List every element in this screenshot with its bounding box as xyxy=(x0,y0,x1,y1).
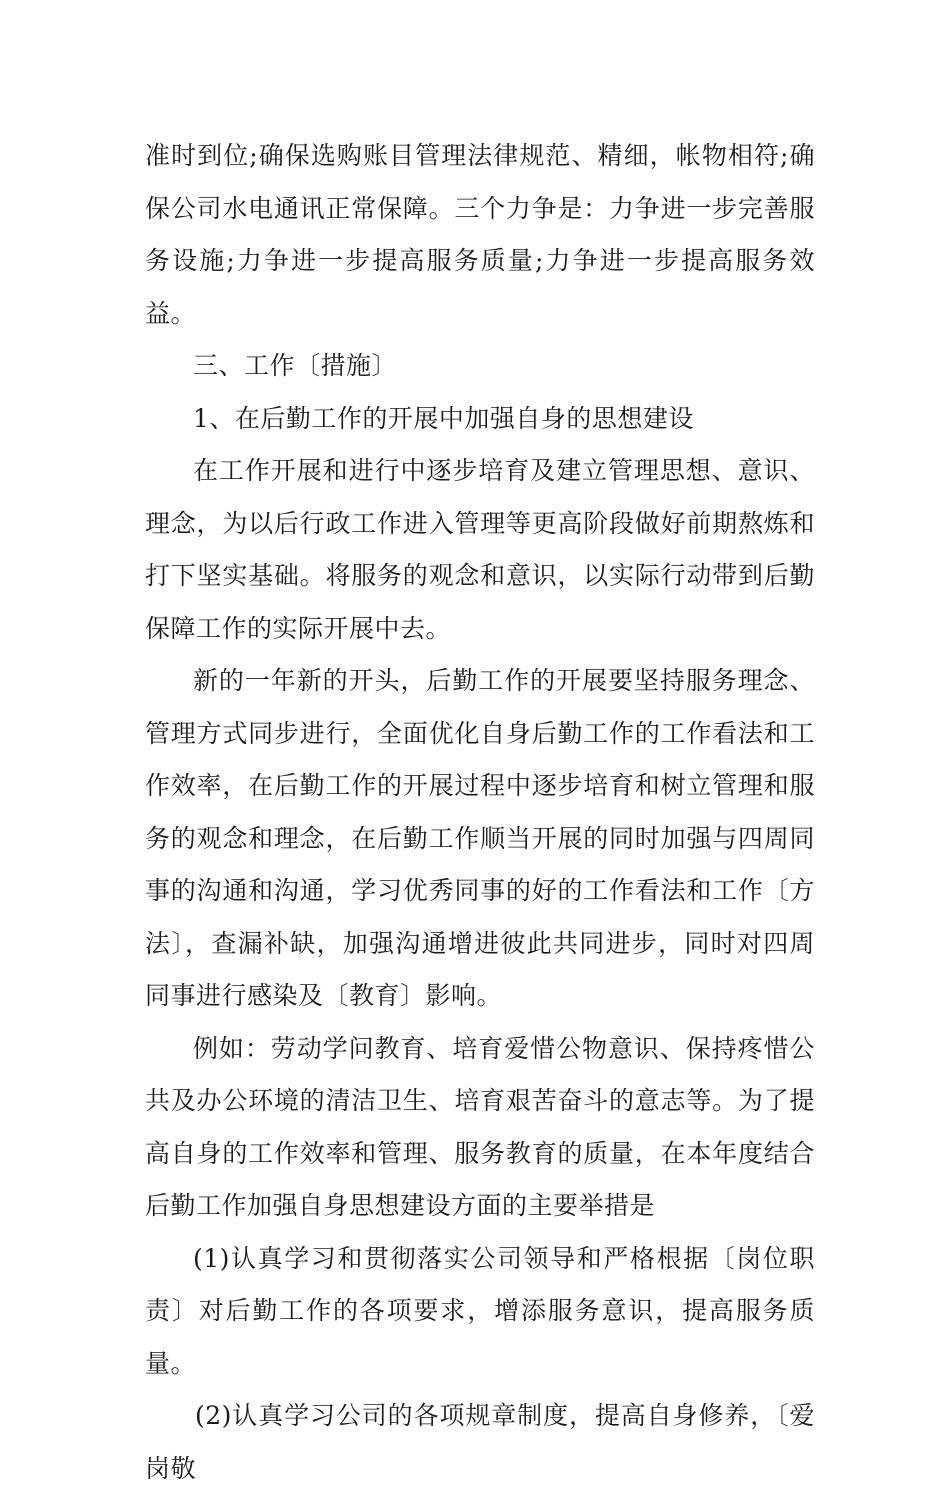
paragraph-examples: 例如：劳动学问教育、培育爱惜公物意识、保持疼惜公共及办公环境的清洁卫生、培育艰苦奋斗的意志等。为了提高自身的工作效率和管理、服务教育的质量，在本年度结合后勤工作加强自身思想建设方面的主要举措是 xyxy=(145,1033,815,1220)
section-heading-measures: 三、工作〔措施〕 xyxy=(193,351,398,380)
document-body xyxy=(145,130,815,1495)
paragraph-new-year: 新的一年新的开头，后勤工作的开展要坚持服务理念、管理方式同步进行，全面优化自身后勤工作的工作看法和工作效率，在后勤工作的开展过程中逐步培育和树立管理和服务的观念和理念，在后勤工作顺当开展的同时加强与四周同事的沟通和沟通，学习优秀同事的好的工作看法和工作〔方法〕，查漏补缺，加强沟通增进彼此共同进步，同时对四周同事进行感染及〔教育〕影响。 xyxy=(145,666,815,1010)
paragraph-management-thinking: 在工作开展和进行中逐步培育及建立管理思想、意识、理念，为以后行政工作进入管理等更高阶段做好前期熬炼和打下坚实基础。将服务的观念和意识，以实际行动带到后勤保障工作的实际开展中去。 xyxy=(145,456,815,643)
list-item-2: (2)认真学习公司的各项规章制度，提高自身修养，〔爱岗敬 xyxy=(145,1401,815,1483)
paragraph-continued: 准时到位;确保选购账目管理法律规范、精细，帐物相符;确保公司水电通讯正常保障。三个力争是：力争进一步完善服务设施;力争进一步提高服务质量;力争进一步提高服务效益。 xyxy=(145,141,815,328)
list-item-1: (1)认真学习和贯彻落实公司领导和严格根据〔岗位职责〕对后勤工作的各项要求，增添服务意识，提高服务质量。 xyxy=(145,1243,815,1378)
subsection-heading-thought-building: 1、在后勤工作的开展中加强自身的思想建设 xyxy=(193,403,694,433)
